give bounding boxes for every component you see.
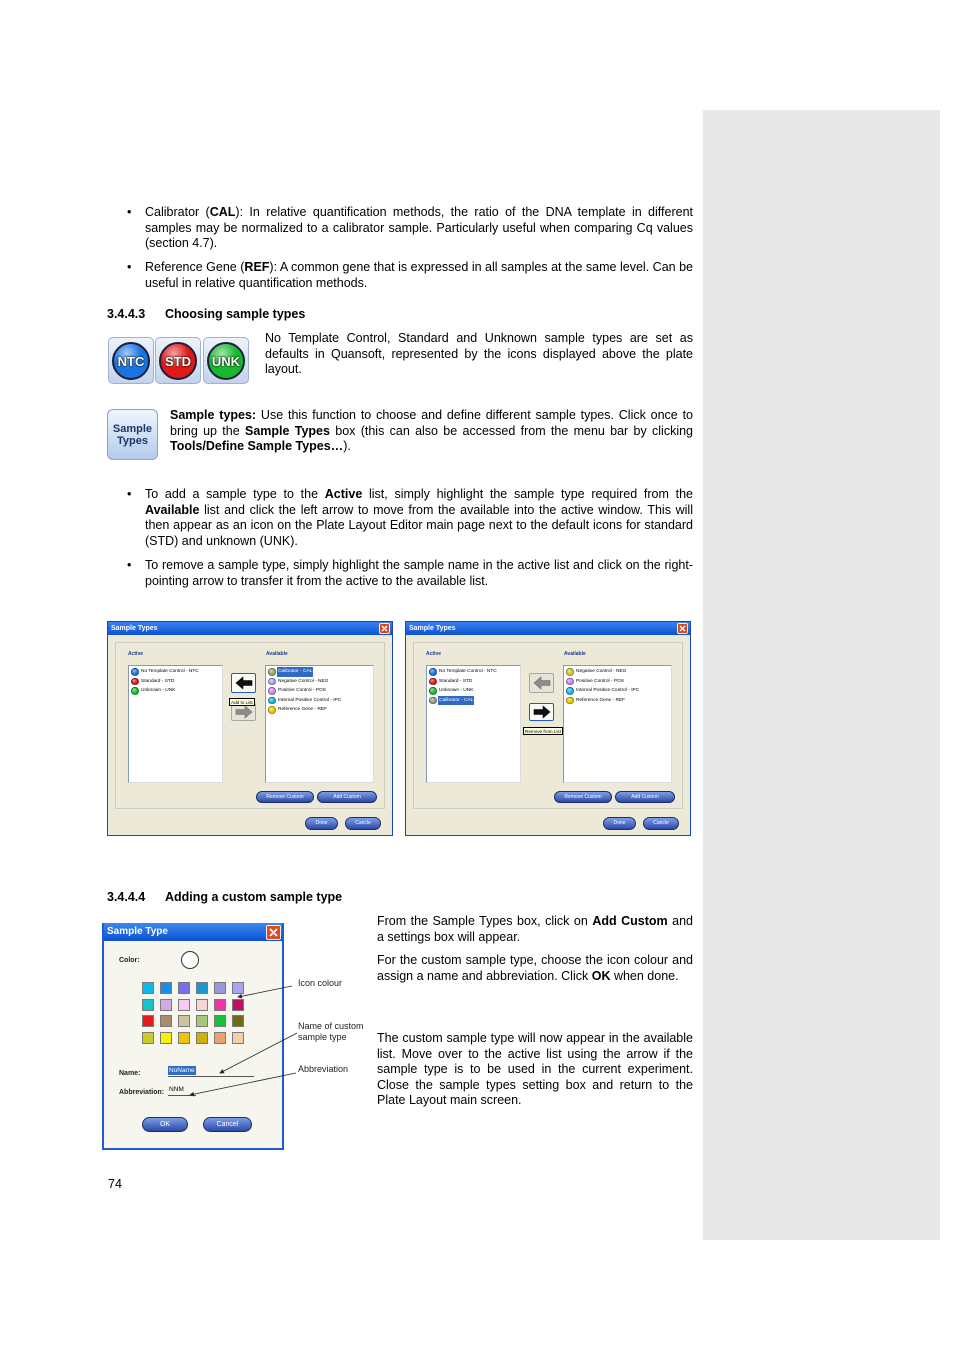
sample-type-icon [131, 687, 139, 695]
available-list-item[interactable] [266, 667, 373, 677]
bold-term: Tools/Define Sample Types… [170, 439, 344, 453]
available-list-item[interactable] [564, 677, 671, 687]
color-swatch[interactable] [160, 1032, 172, 1044]
available-list-item[interactable] [564, 686, 671, 696]
tooltip: Add to List [231, 700, 253, 705]
cancel-button[interactable]: Cancel [203, 1117, 252, 1132]
bold-term: Active [324, 487, 363, 501]
sample-type-label: Negative Control - NEG [576, 669, 627, 674]
active-list-item[interactable] [129, 667, 222, 677]
add-to-list-button[interactable] [529, 673, 554, 693]
color-swatch[interactable] [160, 999, 172, 1011]
sample-type-icon [268, 668, 276, 676]
active-list-item[interactable] [427, 686, 520, 696]
active-list-item[interactable] [427, 677, 520, 687]
available-list-item[interactable] [266, 696, 373, 706]
para-text: Use this function to choose and define different sample types. Click once to bring up the [170, 408, 694, 438]
active-list-label: Active [426, 651, 442, 657]
bold-term: Available [145, 502, 200, 517]
sample-types-icon [107, 409, 158, 460]
abbreviation-label: Abbreviation: [119, 1089, 165, 1096]
name-callout-line2: sample type [298, 1032, 347, 1042]
icon-colour-callout: Icon colour [298, 978, 343, 988]
para-text: For the custom sample type, choose the icon colour and assign a name and abbreviation. Click [377, 953, 693, 983]
active-list-item[interactable] [129, 686, 222, 696]
color-swatch[interactable] [160, 1015, 172, 1027]
name-pointer [220, 1033, 297, 1073]
close-button[interactable] [379, 623, 390, 634]
add-custom-button[interactable]: Add Custom [615, 791, 675, 803]
name-label: Name: [119, 1070, 141, 1077]
bullet-text: list, simply highlight the sample type required from the [362, 487, 693, 501]
sample-type-icon [268, 706, 276, 714]
bold-term: Sample types: [170, 408, 257, 422]
cancel-button[interactable]: Cancle [643, 817, 679, 830]
add-sample-type-bullet [145, 487, 693, 549]
page-number: 74 [108, 1177, 122, 1191]
defaults-paragraph: No Template Control, Standard and Unknown sample types are set as defaults in Quansoft, represented by the icons displayed above the plate layout. [265, 331, 693, 376]
bold-term: CAL [209, 205, 236, 219]
active-list[interactable] [426, 665, 521, 783]
sample-type-icon [566, 678, 574, 686]
active-list-item[interactable] [427, 667, 520, 677]
sample-type-label: Standard - STD [141, 678, 175, 684]
para-text: ). [343, 439, 351, 453]
right-arrow-icon [533, 705, 551, 719]
right-arrow-icon [235, 705, 253, 719]
close-icon [381, 625, 388, 632]
active-list-item[interactable] [129, 677, 222, 687]
add-custom-button[interactable]: Add Custom [317, 791, 377, 803]
ok-button[interactable]: OK [142, 1117, 188, 1132]
sample-type-label: Positive Control - POS [278, 688, 326, 694]
title-bar [108, 622, 392, 635]
dialog-title: Sample Types [409, 625, 456, 632]
sample-type-icon [566, 687, 574, 695]
tooltip: Remove from List [525, 729, 561, 734]
sample-type-label: Unknown - UNK [439, 688, 474, 694]
color-swatch[interactable] [160, 982, 172, 994]
sample-type-icon [429, 668, 437, 676]
name-callout [298, 1021, 364, 1043]
sample-type-icon [429, 697, 437, 705]
bullet-text: list and click the left arrow to move from the available into the active window. This will then appear as an icon on the Plate Layout Editor main page next to the default icons for standard (STD) and unknown (UNK). [145, 502, 693, 548]
available-list[interactable] [265, 665, 374, 783]
sample-type-label: Unknown - UNK [141, 688, 176, 694]
sample-type-label: Reference Gene - REF [278, 707, 328, 713]
bullet-marker: • [127, 558, 132, 572]
bold-term: OK [591, 968, 611, 983]
abbreviation-pointer [190, 1073, 296, 1095]
sample-types-icon-line1: Sample [112, 423, 153, 435]
choose-colour-paragraph [377, 953, 693, 984]
bullet-text: ): A common gene that is expressed in all samples at the same level. Can be useful in relative quantification methods. [145, 260, 694, 290]
section-title: Adding a custom sample type [165, 890, 343, 904]
color-swatch[interactable] [142, 982, 154, 994]
annotation-arrows [180, 975, 305, 1105]
close-button[interactable] [677, 623, 688, 634]
sample-type-icon [268, 687, 276, 695]
dialog-title: Sample Types [111, 625, 158, 632]
sample-types-dialog-remove [405, 621, 691, 836]
bullet-marker: • [127, 487, 132, 501]
sample-type-label: No Template Control - NTC [141, 669, 199, 674]
color-label: Color: [119, 957, 140, 964]
ntc-icon [108, 337, 154, 384]
sample-type-label: Standard - STD [439, 678, 473, 684]
left-arrow-icon [235, 676, 253, 690]
section-number: 3.4.4.4 [107, 890, 146, 904]
unk-icon [203, 337, 249, 384]
sample-type-icon [566, 668, 574, 676]
remove-custom-button[interactable]: Remove Custom [554, 791, 612, 803]
title-bar [104, 923, 282, 941]
available-list-item[interactable] [266, 705, 373, 715]
active-list-item[interactable] [427, 696, 520, 706]
comment-pane [703, 110, 940, 1240]
sample-type-label: No Template Control - NTC [439, 669, 497, 674]
bullet-text: ): In relative quantification methods, the ratio of the DNA template in different samples may be normalized to a calibrator sample. Particularly useful when comparing Cq values (section 4.7). [145, 205, 693, 250]
available-list-label: Available [266, 651, 288, 657]
color-swatch[interactable] [142, 1015, 154, 1027]
sample-type-label: Reference Gene - REF [576, 697, 626, 703]
custom-appears-paragraph: The custom sample type will now appear in the available list. Move over to the active list using the arrow if the sample type is to be used in the current experiment. Close the sample types setting box and return to the Plate Layout main screen. [377, 1031, 693, 1107]
sample-types-icon-line2: Types [117, 435, 148, 447]
remove-custom-button[interactable]: Remove Custom [256, 791, 314, 803]
icon-colour-pointer [238, 986, 292, 997]
add-to-list-button[interactable] [231, 673, 256, 693]
remove-from-list-button[interactable] [529, 703, 554, 721]
calibrator-bullet [145, 205, 693, 252]
para-text: From the Sample Types box, click on [377, 914, 593, 928]
done-button[interactable]: Done [305, 817, 338, 830]
sample-type-icon [131, 668, 139, 676]
done-button[interactable]: Done [603, 817, 636, 830]
para-text: when done. [610, 968, 679, 983]
remove-sample-type-bullet: To remove a sample type, simply highlight the sample name in the active list and click on the right-pointing arrow to transfer it from the active to the available list. [145, 558, 693, 588]
sample-type-label: Internal Positive Control - IPC [576, 688, 640, 694]
bold-term: Add Custom [592, 914, 668, 928]
available-list-item[interactable] [266, 677, 373, 687]
sample-type-label: Negative Control - NEG [278, 678, 329, 684]
sample-type-icon [131, 678, 139, 686]
para-text: and a settings box will appear. [377, 914, 693, 944]
bullet-text: Reference Gene ( [145, 260, 245, 274]
cancel-button[interactable]: Cancle [345, 817, 381, 830]
sample-type-label: Positive Control - POS [576, 678, 624, 684]
active-list[interactable] [128, 665, 223, 783]
ntc-badge: NTC [112, 342, 150, 380]
std-icon [155, 337, 201, 384]
name-value: NoName [169, 1067, 195, 1074]
left-arrow-icon [533, 676, 551, 690]
available-list-item[interactable] [266, 686, 373, 696]
add-custom-paragraph [377, 914, 693, 945]
bullet-text: Calibrator ( [145, 205, 210, 219]
close-button[interactable] [266, 925, 281, 940]
color-swatch[interactable] [142, 999, 154, 1011]
name-callout-line1: Name of custom [298, 1021, 364, 1031]
bullet-marker: • [127, 260, 132, 274]
bold-term: Sample Types [244, 423, 330, 438]
title-bar [406, 622, 690, 635]
color-swatch[interactable] [142, 1032, 154, 1044]
sample-type-icon [268, 678, 276, 686]
abbreviation-value: NNM [169, 1086, 184, 1093]
available-list[interactable] [563, 665, 672, 783]
close-icon [269, 928, 278, 937]
sample-type-icon [268, 697, 276, 705]
unk-badge: UNK [207, 342, 245, 380]
abbreviation-callout: Abbreviation [298, 1064, 349, 1074]
section-title: Choosing sample types [165, 307, 306, 321]
sample-types-dialog-add [107, 621, 393, 836]
sample-type-icon [429, 678, 437, 686]
color-preview [181, 951, 199, 969]
close-icon [679, 625, 686, 632]
bold-term: REF [244, 260, 270, 274]
dialog-title: Sample Type [107, 926, 168, 937]
sample-type-label: Calibrator - CAL [438, 696, 474, 706]
reference-gene-bullet [145, 260, 693, 291]
bullet-marker: • [127, 205, 132, 219]
sample-type-label: Internal Positive Control - IPC [278, 697, 342, 703]
available-list-item[interactable] [564, 696, 671, 706]
sample-type-label: Calibrator - CAL [277, 667, 313, 677]
sample-types-paragraph [170, 408, 693, 455]
sample-type-icon [566, 697, 574, 705]
active-list-label: Active [128, 651, 144, 657]
bullet-text: To add a sample type to the [145, 487, 325, 501]
std-badge: STD [159, 342, 197, 380]
para-text: box (this can also be accessed from the menu bar by clicking [329, 423, 694, 438]
available-list-label: Available [564, 651, 586, 657]
section-number: 3.4.4.3 [107, 307, 146, 321]
sample-type-icon [429, 687, 437, 695]
available-list-item[interactable] [564, 667, 671, 677]
